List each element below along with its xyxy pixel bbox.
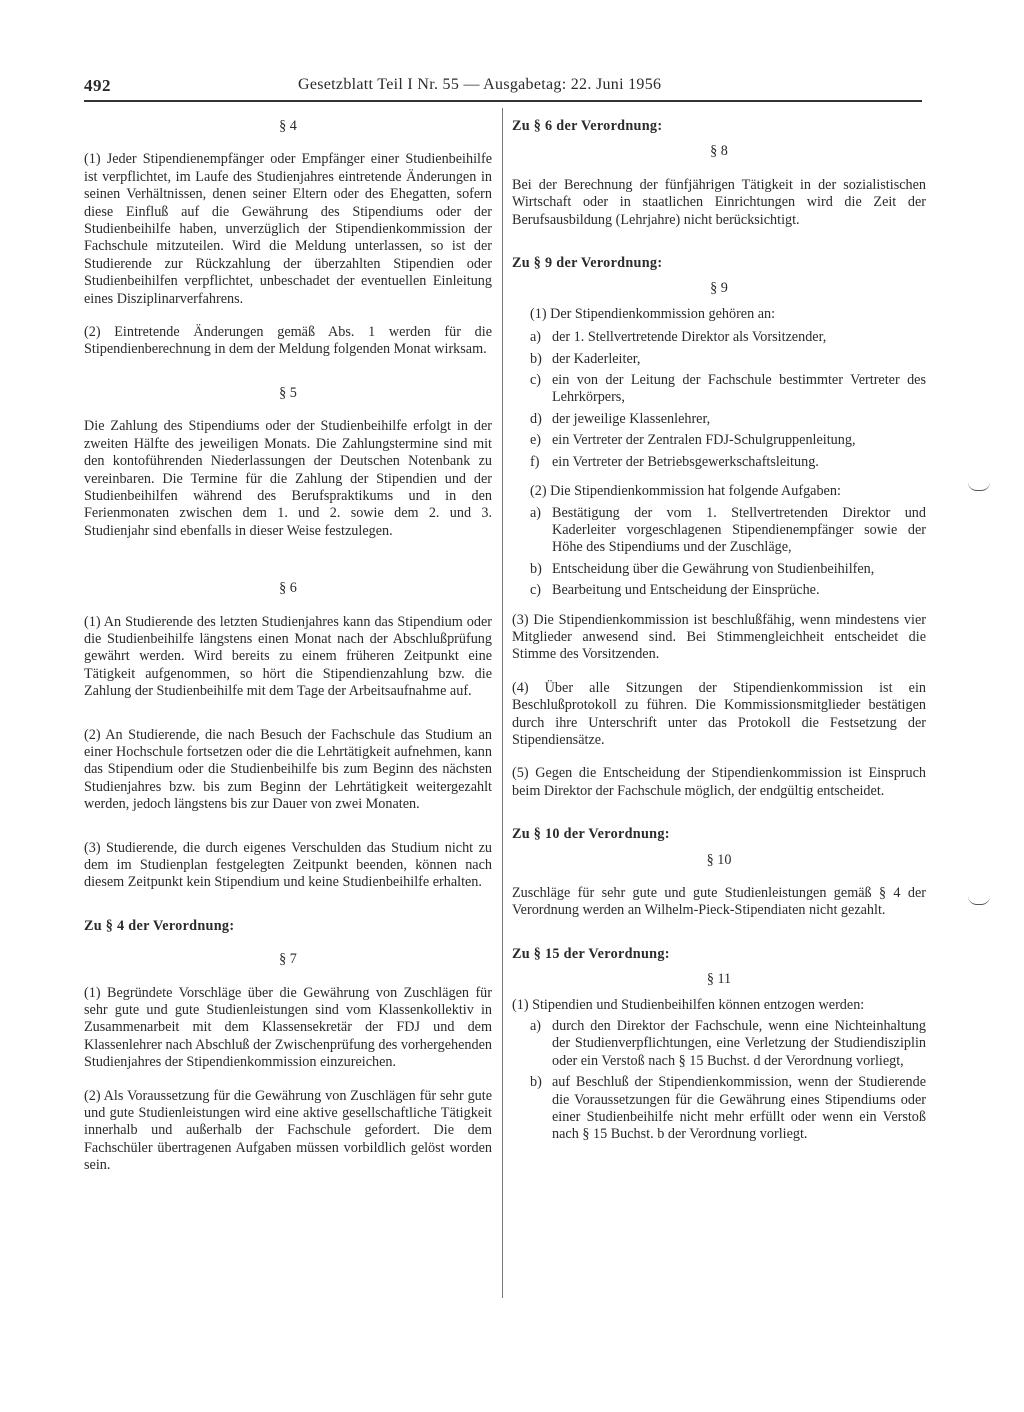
members-list	[512, 329, 926, 471]
list-label: c)	[530, 582, 542, 599]
tasks-list	[512, 505, 926, 600]
paragraph: (3) Studierende, die durch eigenes Verschulden das Studium nicht zu dem im Studienplan festgelegten Zeitpunkt beenden, können nach diesem Zeitpunkt kein Stipendium und keine Studienbeihilfe erhalten.	[84, 839, 492, 891]
paragraph: (1) Stipendien und Studienbeihilfen können entzogen werden:	[512, 996, 865, 1013]
paragraph: (2) An Studierende, die nach Besuch der Fachschule das Studium an einer Hochschule fortsetzen oder die die Lehrtätigkeit aufnehmen, kann das Stipendium oder die Studienbeihilfe bis zum Beginn des nächsten Studienjahres bzw. bis zum Beginn der Lehrtätigkeit weitergezahlt werden, jedoch längstens bis zur Dauer von zwei Monaten.	[84, 726, 492, 813]
paragraph: (5) Gegen die Entscheidung der Stipendienkommission ist Einspruch beim Direktor der Fachschule möglich, der endgültig entscheidet.	[512, 765, 926, 799]
list-label: d)	[530, 410, 542, 427]
list-label: a)	[530, 504, 542, 521]
paragraph: (2) Die Stipendienkommission hat folgende Aufgaben:	[530, 483, 841, 500]
list-text: durch den Direktor der Fachschule, wenn eine Nichteinhaltung der Studienverpflichtungen, eine Verletzung der Studiendisziplin oder ein Verstoß nach § 15 Buchst. d der Verordnung vorliegt,	[552, 1018, 926, 1069]
list-text: Bestätigung der vom 1. Stellvertretenden Direktor und Kaderleiter vorgeschlagenen Stipendienempfänger sowie der Höhe des Stipendiums und der Zuschläge,	[552, 504, 926, 556]
paragraph: (3) Die Stipendienkommission ist beschlußfähig, wenn mindestens vier Mitglieder anwesend sind. Bei Stimmengleichheit entscheidet die Stimme des Vorsitzenden.	[512, 611, 926, 663]
list-text: Entscheidung über die Gewährung von Studienbeihilfen,	[552, 560, 875, 577]
list-item	[530, 372, 926, 407]
paragraph: (4) Über alle Sitzungen der Stipendienkommission ist ein Beschlußprotokoll zu führen. Die Kommissionsmitglieder bestätigen durch ihre Unterschrift unter das Protokoll die Festsetzung der Stipendiensätze.	[512, 679, 926, 748]
list-item	[530, 582, 926, 599]
subheading: Zu § 4 der Verordnung:	[84, 917, 235, 934]
list-item	[530, 454, 926, 471]
right-column	[512, 118, 926, 1148]
list-item	[530, 351, 926, 368]
list-label: f)	[530, 453, 540, 470]
paragraph: (1) An Studierende des letzten Studienjahres kann das Stipendium oder die Studienbeihilfe längstens einen Monat nach der Abschlußprüfung gewährt werden. Wird bereits zu einem früheren Zeitpunkt eine Tätigkeit aufgenommen, so hört die Stipendienzahlung bzw. die Zahlung der Studienbeihilfe mit dem Tage der Arbeitsaufnahme auf.	[84, 613, 492, 700]
list-text: ein Vertreter der Betriebsgewerkschaftsleitung.	[552, 453, 819, 470]
list-text: der Kaderleiter,	[552, 350, 641, 367]
subheading: Zu § 6 der Verordnung:	[512, 118, 663, 134]
list-item	[530, 432, 926, 449]
list-text: der 1. Stellvertretende Direktor als Vorsitzender,	[552, 329, 827, 346]
list-label: b)	[530, 1074, 542, 1091]
paragraph: Zuschläge für sehr gute und gute Studienleistungen gemäß § 4 der Verordnung werden an Wilhelm-Pieck-Stipendiaten nicht gezahlt.	[512, 885, 926, 919]
list-item	[530, 411, 926, 428]
subheading: Zu § 10 der Verordnung:	[512, 826, 670, 843]
withdrawal-list	[512, 1018, 926, 1144]
list-label: c)	[530, 372, 542, 389]
paragraph: Bei der Berechnung der fünfjährigen Tätigkeit in der sozialistischen Wirtschaft oder in staatlichen Einrichtungen wird die Zeit der Berufsausbildung (Lehrjahre) nicht berücksichtigt.	[512, 176, 926, 228]
subheading: Zu § 9 der Verordnung:	[512, 255, 663, 272]
list-label: a)	[530, 1018, 542, 1035]
paragraph: (1) Begründete Vorschläge über die Gewährung von Zuschlägen für sehr gute und gute Studienleistungen sind vom Klassenkollektiv in Zusammenarbeit mit dem Klassensekretär der FDJ und dem Klassenlehrer nach Abschluß der Zwischenprüfung des vorhergehenden Studienjahres der Stipendienkommission einzureichen.	[84, 984, 492, 1071]
page-number: 492	[84, 76, 111, 95]
list-item	[530, 561, 926, 578]
section-heading: § 11	[706, 971, 732, 988]
list-item	[530, 505, 926, 557]
list-text: auf Beschluß der Stipendienkommission, wenn der Studierende die Voraussetzungen für die Gewährung eines Stipendiums oder einer Studienbeihilfe nicht mehr erfüllt oder wenn ein Verstoß nach § 15 Buchst. b der Verordnung vorliegt.	[552, 1074, 926, 1143]
list-item	[530, 1018, 926, 1070]
header-title: Gesetzblatt Teil I Nr. 55 — Ausgabetag: 22. Juni 1956	[298, 76, 662, 93]
subheading: Zu § 15 der Verordnung:	[512, 945, 670, 962]
section-heading: § 8	[710, 143, 728, 160]
section-heading: § 10	[706, 851, 732, 868]
section-heading: § 4	[279, 118, 297, 134]
list-label: b)	[530, 560, 542, 577]
list-text: ein Vertreter der Zentralen FDJ-Schulgruppenleitung,	[552, 432, 856, 449]
list-text: Bearbeitung und Entscheidung der Einsprüche.	[552, 582, 820, 599]
list-item	[530, 1074, 926, 1144]
paragraph: (1) Der Stipendienkommission gehören an:	[530, 305, 776, 322]
list-label: e)	[530, 432, 542, 449]
paragraph: (1) Jeder Stipendienempfänger oder Empfänger einer Studienbeihilfe ist verpflichtet, im Laufe des Studienjahres eintretende Änderungen in seinen Verhältnissen, denen seiner Eltern oder des Ehegatten, sofern diese Einfluß auf die Gewährung des Stipendiums oder der Studienbeihilfe haben, unverzüglich der Stipendienkommission der Fachschule mitzuteilen. Wird die Meldung unterlassen, so ist der Studierende zur Rückzahlung der überzahlten Stipendien oder Studienbeihilfen verpflichtet, unbeschadet der eventuellen Einleitung eines Disziplinarverfahrens.	[84, 151, 492, 307]
section-heading: § 5	[279, 384, 297, 401]
section-heading: § 7	[279, 951, 297, 968]
list-label: b)	[530, 350, 542, 367]
page-header	[84, 72, 922, 102]
margin-mark	[968, 896, 990, 905]
section-heading: § 9	[710, 280, 728, 297]
paragraph: (2) Als Voraussetzung für die Gewährung von Zuschlägen für sehr gute und gute Studienleistungen wird eine aktive gesellschaftliche Tätigkeit innerhalb und außerhalb der Fachschule gefordert. Die dem Fachschüler übertragenen Aufgaben müssen vorbildlich gelöst worden sein.	[84, 1087, 492, 1174]
list-label: a)	[530, 329, 542, 346]
list-text: ein von der Leitung der Fachschule bestimmter Vertreter des Lehrkörpers,	[552, 372, 926, 406]
paragraph: (2) Eintretende Änderungen gemäß Abs. 1 werden für die Stipendienberechnung in dem der Meldung folgenden Monat wirksam.	[84, 324, 492, 358]
margin-mark	[968, 482, 990, 491]
column-divider	[502, 108, 503, 1298]
paragraph: Die Zahlung des Stipendiums oder der Studienbeihilfe erfolgt in der zweiten Hälfte des jeweiligen Monats. Die Zahlungstermine sind mit den kontoführenden Niederlassungen der Deutschen Notenbank zu vereinbaren. Die Termine für die Zahlung der Stipendien und der Studienbeihilfen während des Berufspraktikums und in den Ferienmonaten zwischen dem 1. und 2. sowie dem 2. und 3. Studienjahr sind ebenfalls in dieser Weise festzulegen.	[84, 418, 492, 539]
list-item	[530, 329, 926, 346]
list-text: der jeweilige Klassenlehrer,	[552, 410, 711, 427]
left-column	[84, 118, 492, 1175]
section-heading: § 6	[279, 580, 297, 597]
